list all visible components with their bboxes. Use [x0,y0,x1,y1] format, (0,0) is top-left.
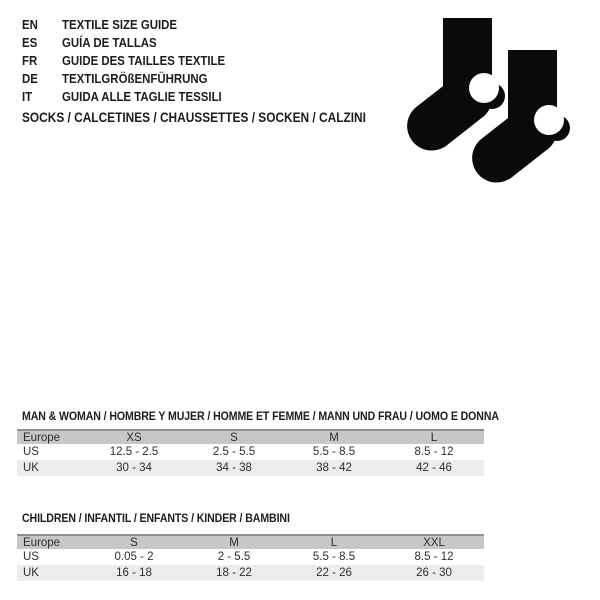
language-row-fr [22,52,247,70]
table-row-uk [17,565,484,581]
language-label: GUÍA DE TALLAS [61,35,157,50]
language-code: ES [22,35,38,50]
language-label: TEXTILE SIZE GUIDE [61,17,177,32]
size-cell: 0.05 - 2 [84,549,184,565]
size-cell: 16 - 18 [84,565,184,581]
size-table-man-woman [17,429,484,476]
size-cell: 5.5 - 8.5 [284,549,384,565]
language-label: GUIDE DES TAILLES TEXTILE [61,53,225,68]
category-title: SOCKS / CALCETINES / CHAUSSETTES / SOCKEN / CALZINI [22,110,366,125]
size-cell: 2.5 - 5.5 [184,444,284,460]
table-row-us [17,444,484,460]
language-label: GUIDA ALLE TAGLIE TESSILI [61,89,222,104]
table-row-uk [17,460,484,476]
column-header-size: L [384,430,484,444]
size-cell: 8.5 - 12 [384,549,484,565]
size-cell: 34 - 38 [184,460,284,476]
table-title-children: CHILDREN / INFANTIL / ENFANTS / KINDER / BAMBINI [22,511,290,525]
language-code: IT [22,89,33,104]
socks-icon [395,5,600,190]
language-code: EN [22,17,38,32]
size-cell: 18 - 22 [184,565,284,581]
language-row-de [22,70,247,88]
size-cell: 22 - 26 [284,565,384,581]
column-header-size: M [284,430,384,444]
language-list [22,16,247,106]
language-code: DE [22,71,38,86]
size-cell: 38 - 42 [284,460,384,476]
size-cell: 26 - 30 [384,565,484,581]
region-cell: US [17,444,84,460]
region-cell: UK [17,565,84,581]
size-table-children [17,534,484,581]
language-row-it [22,88,247,106]
column-header-size: S [84,535,184,549]
column-header-size: L [284,535,384,549]
column-header-region: Europe [17,430,84,444]
region-cell: US [17,549,84,565]
size-cell: 8.5 - 12 [384,444,484,460]
table-title-man-woman: MAN & WOMAN / HOMBRE Y MUJER / HOMME ET FEMME / MANN UND FRAU / UOMO E DONNA [22,409,499,423]
language-label: TEXTILGRÖßENFÜHRUNG [61,71,208,86]
header-row [17,430,484,444]
size-cell: 30 - 34 [84,460,184,476]
column-header-region: Europe [17,535,84,549]
table-row-us [17,549,484,565]
size-cell: 12.5 - 2.5 [84,444,184,460]
column-header-size: XS [84,430,184,444]
column-header-size: M [184,535,284,549]
size-cell: 2 - 5.5 [184,549,284,565]
language-row-es [22,34,247,52]
size-cell: 42 - 46 [384,460,484,476]
column-header-size: XXL [384,535,484,549]
language-code: FR [22,53,38,68]
header-row [17,535,484,549]
size-cell: 5.5 - 8.5 [284,444,384,460]
region-cell: UK [17,460,84,476]
column-header-size: S [184,430,284,444]
language-row-en [22,16,247,34]
